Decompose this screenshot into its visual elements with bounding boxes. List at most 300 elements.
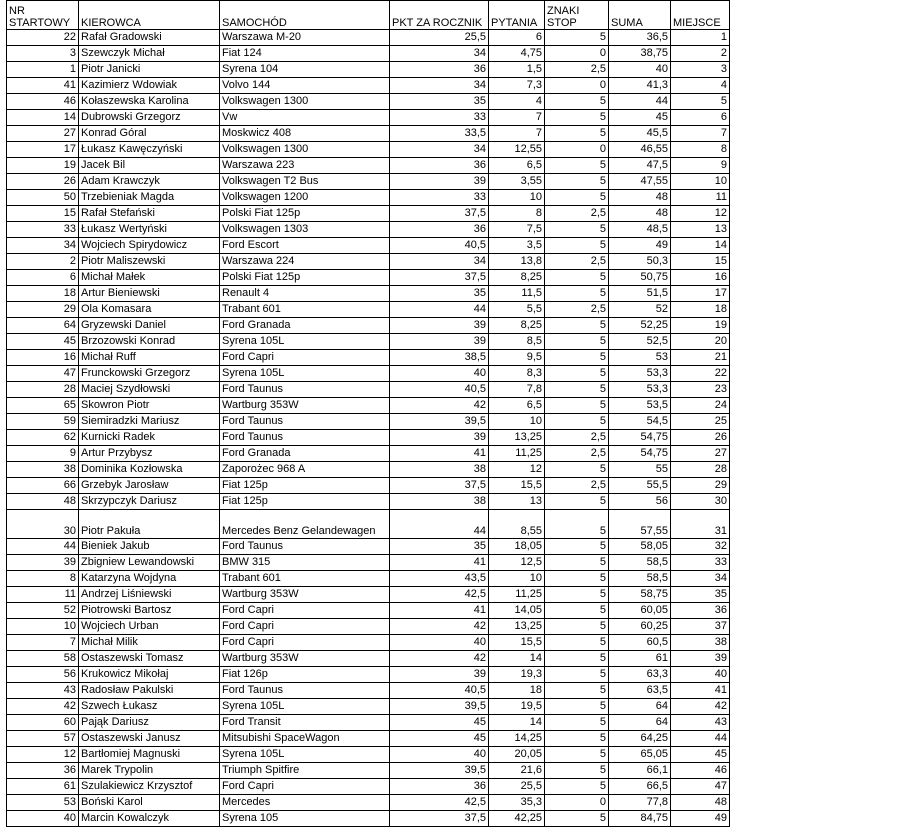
cell-kierowca: Artur Bieniewski	[79, 286, 220, 302]
cell-kierowca: Kurnicki Radek	[79, 430, 220, 446]
cell-miejsce: 16	[671, 270, 730, 286]
cell-samochod: Triumph Spitfire	[220, 763, 390, 779]
cell-suma: 53,3	[609, 366, 671, 382]
cell-znaki-stop: 0	[545, 142, 609, 158]
cell-suma: 48,5	[609, 222, 671, 238]
table-row	[7, 635, 730, 651]
cell-samochod: Ford Escort	[220, 238, 390, 254]
cell-suma: 61	[609, 651, 671, 667]
cell-pkt-za-rocznik: 36	[390, 62, 489, 78]
cell-pkt-za-rocznik: 37,5	[390, 206, 489, 222]
table-row	[7, 571, 730, 587]
cell-samochod: Syrena 105L	[220, 334, 390, 350]
cell-suma: 40	[609, 62, 671, 78]
table-row	[7, 62, 730, 78]
cell-nr-startowy: 61	[7, 779, 79, 795]
table-row	[7, 126, 730, 142]
cell-pytania: 8,25	[489, 270, 545, 286]
cell-kierowca: Piotrowski Bartosz	[79, 603, 220, 619]
cell-znaki-stop: 5	[545, 510, 609, 539]
cell-pkt-za-rocznik: 39	[390, 667, 489, 683]
cell-suma: 57,55	[609, 510, 671, 539]
cell-pkt-za-rocznik: 34	[390, 142, 489, 158]
cell-znaki-stop: 5	[545, 683, 609, 699]
results-sheet	[6, 0, 730, 827]
cell-samochod: Volkswagen 1300	[220, 142, 390, 158]
cell-suma: 50,75	[609, 270, 671, 286]
cell-kierowca: Gryzewski Daniel	[79, 318, 220, 334]
cell-znaki-stop: 0	[545, 46, 609, 62]
cell-pytania: 12	[489, 462, 545, 478]
cell-pytania: 13,25	[489, 619, 545, 635]
cell-kierowca: Michał Ruff	[79, 350, 220, 366]
cell-nr-startowy: 44	[7, 539, 79, 555]
cell-kierowca: Rafał Stefański	[79, 206, 220, 222]
cell-znaki-stop: 5	[545, 763, 609, 779]
cell-miejsce: 37	[671, 619, 730, 635]
cell-kierowca: Zbigniew Lewandowski	[79, 555, 220, 571]
cell-pytania: 35,3	[489, 795, 545, 811]
cell-suma: 55	[609, 462, 671, 478]
cell-kierowca: Piotr Pakuła	[79, 510, 220, 539]
col-znaki-stop: ZNAKI STOP	[545, 1, 609, 30]
cell-suma: 66,1	[609, 763, 671, 779]
cell-miejsce: 48	[671, 795, 730, 811]
cell-kierowca: Marcin Kowalczyk	[79, 811, 220, 827]
cell-suma: 64	[609, 699, 671, 715]
cell-suma: 36,5	[609, 30, 671, 46]
cell-znaki-stop: 5	[545, 779, 609, 795]
cell-znaki-stop: 5	[545, 110, 609, 126]
cell-pkt-za-rocznik: 38	[390, 462, 489, 478]
cell-kierowca: Piotr Janicki	[79, 62, 220, 78]
cell-samochod: Ford Taunus	[220, 382, 390, 398]
cell-miejsce: 11	[671, 190, 730, 206]
cell-znaki-stop: 2,5	[545, 430, 609, 446]
cell-kierowca: Skowron Piotr	[79, 398, 220, 414]
cell-nr-startowy: 2	[7, 254, 79, 270]
cell-suma: 47,55	[609, 174, 671, 190]
cell-miejsce: 42	[671, 699, 730, 715]
cell-pkt-za-rocznik: 37,5	[390, 478, 489, 494]
cell-nr-startowy: 39	[7, 555, 79, 571]
cell-pkt-za-rocznik: 33,5	[390, 126, 489, 142]
cell-miejsce: 17	[671, 286, 730, 302]
cell-miejsce: 20	[671, 334, 730, 350]
table-row	[7, 190, 730, 206]
cell-znaki-stop: 5	[545, 222, 609, 238]
table-row	[7, 795, 730, 811]
cell-miejsce: 46	[671, 763, 730, 779]
table-row	[7, 510, 730, 539]
table-row	[7, 302, 730, 318]
cell-pkt-za-rocznik: 38	[390, 494, 489, 510]
cell-pkt-za-rocznik: 39	[390, 318, 489, 334]
cell-pytania: 13,8	[489, 254, 545, 270]
col-miejsce: MIEJSCE	[671, 1, 730, 30]
cell-znaki-stop: 5	[545, 334, 609, 350]
cell-samochod: Fiat 124	[220, 46, 390, 62]
cell-nr-startowy: 27	[7, 126, 79, 142]
cell-pytania: 7,8	[489, 382, 545, 398]
cell-znaki-stop: 5	[545, 571, 609, 587]
cell-nr-startowy: 22	[7, 30, 79, 46]
cell-samochod: Zaporożec 968 A	[220, 462, 390, 478]
cell-kierowca: Dominika Kozłowska	[79, 462, 220, 478]
cell-pkt-za-rocznik: 39,5	[390, 414, 489, 430]
cell-nr-startowy: 36	[7, 763, 79, 779]
cell-miejsce: 36	[671, 603, 730, 619]
cell-nr-startowy: 17	[7, 142, 79, 158]
cell-znaki-stop: 5	[545, 635, 609, 651]
cell-nr-startowy: 65	[7, 398, 79, 414]
cell-samochod: Warszawa M-20	[220, 30, 390, 46]
cell-kierowca: Siemiradzki Mariusz	[79, 414, 220, 430]
cell-samochod: Trabant 601	[220, 571, 390, 587]
cell-pkt-za-rocznik: 40,5	[390, 382, 489, 398]
cell-pytania: 14	[489, 715, 545, 731]
cell-suma: 58,05	[609, 539, 671, 555]
cell-samochod: Ford Capri	[220, 779, 390, 795]
cell-samochod: Syrena 105L	[220, 699, 390, 715]
cell-pkt-za-rocznik: 34	[390, 254, 489, 270]
cell-nr-startowy: 45	[7, 334, 79, 350]
cell-znaki-stop: 0	[545, 795, 609, 811]
cell-nr-startowy: 11	[7, 587, 79, 603]
cell-miejsce: 32	[671, 539, 730, 555]
cell-samochod: Syrena 104	[220, 62, 390, 78]
table-row	[7, 555, 730, 571]
table-row	[7, 462, 730, 478]
cell-nr-startowy: 38	[7, 462, 79, 478]
cell-pkt-za-rocznik: 41	[390, 446, 489, 462]
cell-samochod: Volkswagen 1303	[220, 222, 390, 238]
cell-kierowca: Grzebyk Jarosław	[79, 478, 220, 494]
header-row	[7, 1, 730, 30]
cell-pytania: 6,5	[489, 398, 545, 414]
cell-pkt-za-rocznik: 35	[390, 539, 489, 555]
cell-znaki-stop: 2,5	[545, 446, 609, 462]
cell-pytania: 14,25	[489, 731, 545, 747]
cell-nr-startowy: 8	[7, 571, 79, 587]
table-row	[7, 78, 730, 94]
cell-miejsce: 1	[671, 30, 730, 46]
table-row	[7, 763, 730, 779]
cell-kierowca: Bieniek Jakub	[79, 539, 220, 555]
cell-pkt-za-rocznik: 40	[390, 366, 489, 382]
cell-znaki-stop: 5	[545, 651, 609, 667]
cell-nr-startowy: 59	[7, 414, 79, 430]
cell-miejsce: 19	[671, 318, 730, 334]
cell-kierowca: Kazimierz Wdowiak	[79, 78, 220, 94]
cell-suma: 51,5	[609, 286, 671, 302]
cell-pkt-za-rocznik: 38,5	[390, 350, 489, 366]
cell-samochod: Volvo 144	[220, 78, 390, 94]
cell-samochod: Fiat 125p	[220, 494, 390, 510]
cell-znaki-stop: 5	[545, 603, 609, 619]
table-row	[7, 715, 730, 731]
cell-miejsce: 33	[671, 555, 730, 571]
cell-samochod: Warszawa 224	[220, 254, 390, 270]
cell-pkt-za-rocznik: 39,5	[390, 763, 489, 779]
cell-samochod: Ford Capri	[220, 350, 390, 366]
table-row	[7, 334, 730, 350]
cell-miejsce: 28	[671, 462, 730, 478]
cell-samochod: Ford Capri	[220, 619, 390, 635]
cell-kierowca: Radosław Pakulski	[79, 683, 220, 699]
cell-nr-startowy: 3	[7, 46, 79, 62]
cell-znaki-stop: 5	[545, 587, 609, 603]
cell-suma: 54,75	[609, 430, 671, 446]
cell-znaki-stop: 5	[545, 539, 609, 555]
cell-pkt-za-rocznik: 41	[390, 555, 489, 571]
cell-pkt-za-rocznik: 43,5	[390, 571, 489, 587]
cell-miejsce: 35	[671, 587, 730, 603]
cell-suma: 60,05	[609, 603, 671, 619]
cell-suma: 56	[609, 494, 671, 510]
col-pytania: PYTANIA	[489, 1, 545, 30]
col-kierowca: KIEROWCA	[79, 1, 220, 30]
cell-samochod: Mercedes Benz Gelandewagen	[220, 510, 390, 539]
cell-nr-startowy: 58	[7, 651, 79, 667]
cell-nr-startowy: 7	[7, 635, 79, 651]
table-row	[7, 206, 730, 222]
cell-pkt-za-rocznik: 35	[390, 94, 489, 110]
cell-pkt-za-rocznik: 36	[390, 779, 489, 795]
cell-samochod: Volkswagen T2 Bus	[220, 174, 390, 190]
table-row	[7, 30, 730, 46]
cell-znaki-stop: 5	[545, 126, 609, 142]
cell-znaki-stop: 5	[545, 174, 609, 190]
cell-pytania: 12,5	[489, 555, 545, 571]
cell-miejsce: 43	[671, 715, 730, 731]
cell-pytania: 21,6	[489, 763, 545, 779]
table-row	[7, 811, 730, 827]
cell-suma: 53,5	[609, 398, 671, 414]
cell-samochod: Ford Granada	[220, 446, 390, 462]
cell-samochod: Volkswagen 1200	[220, 190, 390, 206]
cell-kierowca: Szewczyk Michał	[79, 46, 220, 62]
cell-znaki-stop: 2,5	[545, 62, 609, 78]
cell-znaki-stop: 5	[545, 158, 609, 174]
cell-samochod: Syrena 105L	[220, 747, 390, 763]
col-suma: SUMA	[609, 1, 671, 30]
cell-suma: 45	[609, 110, 671, 126]
cell-pytania: 1,5	[489, 62, 545, 78]
table-row	[7, 318, 730, 334]
cell-pytania: 11,5	[489, 286, 545, 302]
cell-miejsce: 27	[671, 446, 730, 462]
cell-nr-startowy: 33	[7, 222, 79, 238]
cell-pkt-za-rocznik: 37,5	[390, 270, 489, 286]
cell-samochod: Ford Taunus	[220, 683, 390, 699]
cell-pkt-za-rocznik: 45	[390, 715, 489, 731]
table-row	[7, 414, 730, 430]
table-row	[7, 619, 730, 635]
cell-nr-startowy: 48	[7, 494, 79, 510]
cell-miejsce: 4	[671, 78, 730, 94]
cell-nr-startowy: 14	[7, 110, 79, 126]
cell-kierowca: Jacek Bil	[79, 158, 220, 174]
cell-pkt-za-rocznik: 40,5	[390, 683, 489, 699]
results-table	[6, 0, 730, 827]
cell-samochod: Ford Capri	[220, 635, 390, 651]
cell-nr-startowy: 66	[7, 478, 79, 494]
cell-samochod: Wartburg 353W	[220, 651, 390, 667]
cell-miejsce: 15	[671, 254, 730, 270]
cell-nr-startowy: 57	[7, 731, 79, 747]
cell-pytania: 10	[489, 190, 545, 206]
table-row	[7, 430, 730, 446]
cell-pkt-za-rocznik: 39	[390, 174, 489, 190]
cell-pytania: 7,5	[489, 222, 545, 238]
cell-miejsce: 3	[671, 62, 730, 78]
cell-samochod: Syrena 105	[220, 811, 390, 827]
cell-miejsce: 9	[671, 158, 730, 174]
cell-suma: 47,5	[609, 158, 671, 174]
cell-pkt-za-rocznik: 34	[390, 78, 489, 94]
cell-kierowca: Wojciech Spirydowicz	[79, 238, 220, 254]
cell-suma: 52,5	[609, 334, 671, 350]
cell-miejsce: 44	[671, 731, 730, 747]
cell-suma: 45,5	[609, 126, 671, 142]
cell-samochod: Syrena 105L	[220, 366, 390, 382]
cell-pkt-za-rocznik: 37,5	[390, 811, 489, 827]
cell-nr-startowy: 1	[7, 62, 79, 78]
cell-miejsce: 47	[671, 779, 730, 795]
cell-kierowca: Ostaszewski Janusz	[79, 731, 220, 747]
cell-znaki-stop: 5	[545, 398, 609, 414]
cell-znaki-stop: 5	[545, 382, 609, 398]
cell-nr-startowy: 34	[7, 238, 79, 254]
cell-suma: 48	[609, 190, 671, 206]
cell-znaki-stop: 5	[545, 270, 609, 286]
cell-suma: 48	[609, 206, 671, 222]
col-nr-startowy: NR STARTOWY	[7, 1, 79, 30]
cell-pytania: 20,05	[489, 747, 545, 763]
cell-pytania: 15,5	[489, 635, 545, 651]
cell-suma: 41,3	[609, 78, 671, 94]
cell-pkt-za-rocznik: 45	[390, 731, 489, 747]
cell-pytania: 11,25	[489, 587, 545, 603]
cell-suma: 49	[609, 238, 671, 254]
cell-znaki-stop: 5	[545, 414, 609, 430]
cell-nr-startowy: 50	[7, 190, 79, 206]
cell-pytania: 14	[489, 651, 545, 667]
cell-kierowca: Katarzyna Wojdyna	[79, 571, 220, 587]
cell-nr-startowy: 30	[7, 510, 79, 539]
cell-pkt-za-rocznik: 39	[390, 334, 489, 350]
cell-suma: 84,75	[609, 811, 671, 827]
table-row	[7, 446, 730, 462]
cell-pytania: 8,25	[489, 318, 545, 334]
cell-znaki-stop: 5	[545, 494, 609, 510]
col-pkt-za-rocznik: PKT ZA ROCZNIK	[390, 1, 489, 30]
cell-pkt-za-rocznik: 42,5	[390, 587, 489, 603]
table-row	[7, 366, 730, 382]
cell-pytania: 25,5	[489, 779, 545, 795]
cell-kierowca: Konrad Góral	[79, 126, 220, 142]
cell-znaki-stop: 5	[545, 667, 609, 683]
cell-nr-startowy: 15	[7, 206, 79, 222]
cell-pkt-za-rocznik: 40	[390, 747, 489, 763]
cell-miejsce: 22	[671, 366, 730, 382]
cell-kierowca: Pająk Dariusz	[79, 715, 220, 731]
cell-pytania: 8,55	[489, 510, 545, 539]
cell-pkt-za-rocznik: 42	[390, 651, 489, 667]
cell-kierowca: Wojciech Urban	[79, 619, 220, 635]
table-row	[7, 238, 730, 254]
table-row	[7, 667, 730, 683]
cell-pytania: 7	[489, 110, 545, 126]
cell-samochod: Wartburg 353W	[220, 587, 390, 603]
cell-samochod: Mitsubishi SpaceWagon	[220, 731, 390, 747]
cell-kierowca: Michał Małek	[79, 270, 220, 286]
cell-znaki-stop: 5	[545, 30, 609, 46]
cell-kierowca: Szwech Łukasz	[79, 699, 220, 715]
cell-miejsce: 8	[671, 142, 730, 158]
cell-znaki-stop: 5	[545, 350, 609, 366]
cell-pytania: 14,05	[489, 603, 545, 619]
cell-nr-startowy: 10	[7, 619, 79, 635]
cell-znaki-stop: 2,5	[545, 206, 609, 222]
cell-nr-startowy: 62	[7, 430, 79, 446]
cell-miejsce: 49	[671, 811, 730, 827]
cell-suma: 63,3	[609, 667, 671, 683]
cell-pkt-za-rocznik: 42	[390, 619, 489, 635]
col-samochod: SAMOCHÓD	[220, 1, 390, 30]
cell-suma: 52,25	[609, 318, 671, 334]
table-row	[7, 382, 730, 398]
cell-znaki-stop: 5	[545, 811, 609, 827]
cell-miejsce: 6	[671, 110, 730, 126]
cell-miejsce: 21	[671, 350, 730, 366]
cell-suma: 55,5	[609, 478, 671, 494]
cell-samochod: Fiat 126p	[220, 667, 390, 683]
cell-suma: 58,75	[609, 587, 671, 603]
cell-pytania: 4,75	[489, 46, 545, 62]
cell-pkt-za-rocznik: 41	[390, 603, 489, 619]
cell-znaki-stop: 5	[545, 238, 609, 254]
cell-suma: 46,55	[609, 142, 671, 158]
cell-suma: 58,5	[609, 555, 671, 571]
cell-kierowca: Andrzej Liśniewski	[79, 587, 220, 603]
cell-pytania: 7	[489, 126, 545, 142]
table-row	[7, 158, 730, 174]
cell-suma: 77,8	[609, 795, 671, 811]
cell-pkt-za-rocznik: 42	[390, 398, 489, 414]
cell-pytania: 15,5	[489, 478, 545, 494]
cell-pytania: 11,25	[489, 446, 545, 462]
cell-suma: 66,5	[609, 779, 671, 795]
cell-suma: 52	[609, 302, 671, 318]
table-row	[7, 539, 730, 555]
cell-samochod: Fiat 125p	[220, 478, 390, 494]
cell-nr-startowy: 46	[7, 94, 79, 110]
cell-kierowca: Adam Krawczyk	[79, 174, 220, 190]
cell-kierowca: Łukasz Wertyński	[79, 222, 220, 238]
cell-pkt-za-rocznik: 39	[390, 430, 489, 446]
cell-pytania: 5,5	[489, 302, 545, 318]
table-row	[7, 398, 730, 414]
cell-pytania: 8,3	[489, 366, 545, 382]
cell-nr-startowy: 19	[7, 158, 79, 174]
cell-pkt-za-rocznik: 25,5	[390, 30, 489, 46]
cell-znaki-stop: 5	[545, 555, 609, 571]
table-row	[7, 222, 730, 238]
cell-znaki-stop: 5	[545, 715, 609, 731]
cell-miejsce: 12	[671, 206, 730, 222]
